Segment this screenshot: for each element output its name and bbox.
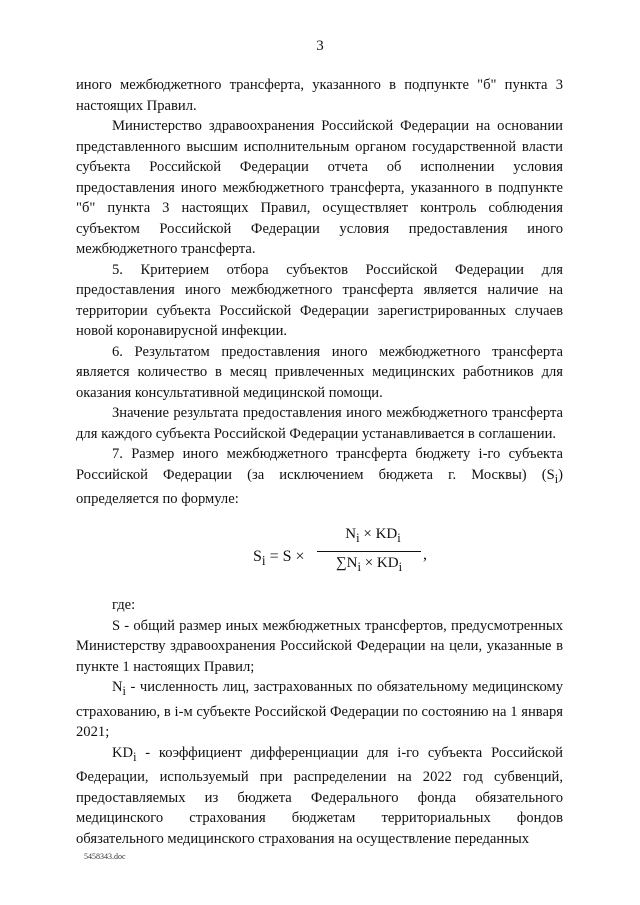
- subscript: i: [261, 553, 266, 569]
- definition: - общий размер иных межбюджетных трансфертов, предусмотренных Министерству здравоохранения Российской Федерации на цели, указанные в пункте 1 настоящих Правил;: [76, 617, 563, 675]
- paragraph: 6. Результатом предоставления иного межбюджетного трансферта является количество в месяц привлеченных медицинских работников для оказания консультативной медицинской помощи.: [76, 343, 563, 401]
- term: KD: [112, 744, 134, 761]
- paragraph: [76, 677, 563, 742]
- paragraph: [76, 616, 563, 678]
- paragraph: Значение результата предоставления иного межбюджетного трансферта для каждого субъекта Российской Федерации устанавливается в соглашении.: [76, 405, 563, 442]
- subscript: i: [356, 531, 360, 546]
- formula-var: × KD: [360, 554, 399, 571]
- subscript: i: [133, 749, 137, 764]
- paragraph: Министерство здравоохранения Российской Федерации на основании представленного высшим исполнительным органом государственной власти субъекта Российской Федерации отчета об исполнении условия предоставления иного межбюджетного трансферта, указанного в подпункте "б" пункта 3 настоящих Правил, осуществляет контроль соблюдения субъектом Российской Федерации условия предоставления иного межбюджетного трансферта.: [76, 118, 563, 257]
- subscript: i: [397, 531, 401, 546]
- paragraph: [76, 444, 563, 509]
- term: N: [112, 679, 123, 696]
- subscript: i: [398, 559, 403, 574]
- paragraph-text: ) определяется по формуле:: [76, 466, 563, 507]
- formula-comma: ,: [423, 546, 427, 564]
- subscript: i: [357, 559, 361, 574]
- definition: - численность лиц, застрахованных по обязательному медицинскому страхованию, в i-м субъекте Российской Федерации по состоянию на 1 января 2021;: [76, 679, 563, 741]
- subscript: i: [122, 684, 126, 699]
- paragraph: 5. Критерием отбора субъектов Российской Федерации для предоставления иного межбюджетного трансферта является наличие на территории субъекта Российской Федерации зарегистрированных случаев новой коронавирусной инфекции.: [76, 261, 563, 339]
- definition: - коэффициент дифференциации для i-го субъекта Российской Федерации, используемый при распределении на 2022 год субвенций, предоставляемых из бюджета Федерального фонда обязательного медицинского страхования бюджетам территориальных фондов обязательного медицинского страхования на осуществление переданных: [76, 744, 563, 847]
- fraction-line: [317, 551, 421, 552]
- formula-op: = S ×: [265, 548, 305, 566]
- formula-numerator: [317, 524, 421, 549]
- document-id: 5458343.doc: [84, 852, 126, 861]
- formula: [76, 509, 563, 595]
- paragraph: иного межбюджетного трансферта, указанного в подпункте "б" пункта 3 настоящих Правил.: [76, 77, 563, 114]
- paragraph-text: 7. Размер иного межбюджетного трансферта бюджету i-го субъекта Российской Федерации (за исключением бюджета г. Москвы) (S: [76, 446, 563, 483]
- formula-fraction: [317, 524, 421, 577]
- paragraph: [76, 743, 563, 849]
- paragraph: где:: [112, 597, 136, 614]
- document-body: [76, 75, 563, 849]
- formula-var: × KD: [359, 526, 398, 543]
- page-number: 3: [316, 38, 324, 54]
- term: S: [112, 617, 121, 634]
- formula-denominator: [317, 553, 421, 578]
- formula-var: ∑N: [335, 554, 358, 571]
- formula-lhs: [253, 547, 305, 572]
- formula-var: S: [253, 548, 262, 566]
- formula-var: N: [345, 526, 357, 543]
- subscript: i: [554, 471, 559, 486]
